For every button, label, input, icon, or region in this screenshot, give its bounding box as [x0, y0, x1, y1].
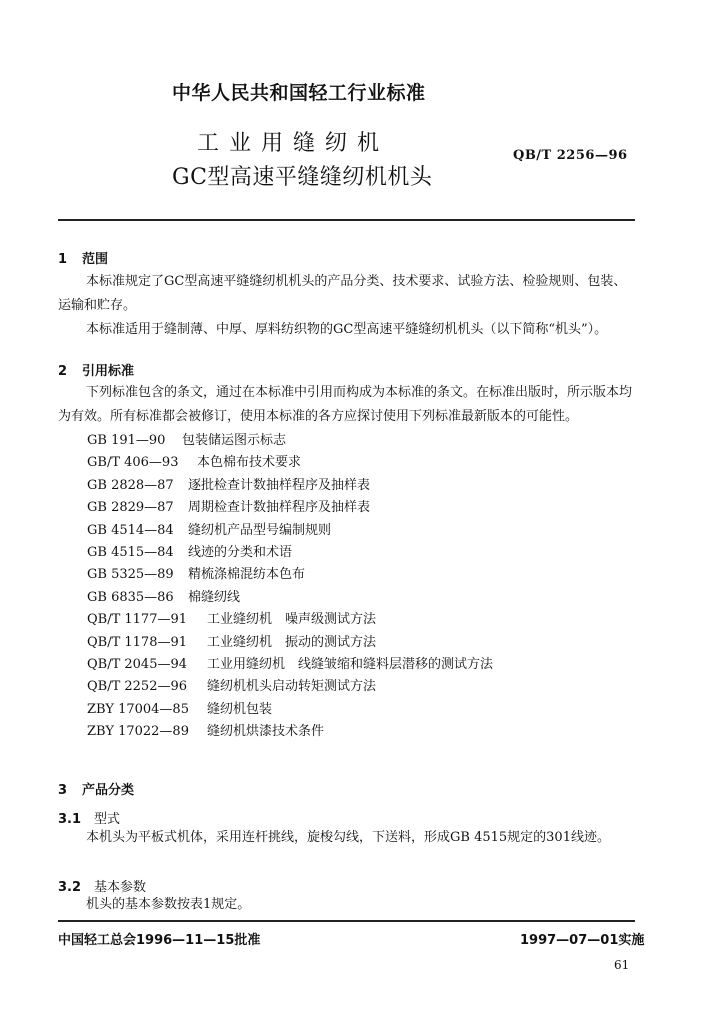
reference-title: 本色棉布技术要求	[197, 455, 302, 471]
reference-code: GB 191—90	[87, 433, 166, 448]
reference-code: QB/T 2045—94	[87, 656, 188, 672]
reference-code: GB 6835—86	[87, 589, 174, 605]
reference-item	[87, 721, 493, 743]
reference-item	[87, 699, 493, 721]
reference-title: 缝纫机烘漆技术条件	[207, 724, 325, 740]
reference-code: GB 4515—84	[87, 544, 174, 560]
reference-item	[87, 654, 493, 676]
reference-title: 棉缝纫线	[188, 589, 241, 605]
issuing-org: 中华人民共和国轻工行业标准	[172, 82, 426, 104]
standard-code: QB/T 2256—96	[513, 148, 628, 163]
reference-title: 工业缝纫机 噪声级测试方法	[207, 612, 377, 628]
reference-code: GB 2829—87	[87, 500, 174, 516]
reference-code: GB/T 406—93	[87, 455, 179, 471]
paragraph: 本标准规定了GC型高速平缝缝纫机机头的产品分类、技术要求、试验方法、检验规则、包装、运输和贮存。	[58, 274, 627, 313]
paragraph: 本机头为平板式机体，采用连杆挑线，旋梭勾线，下送料，形成GB 4515规定的301线迹。	[86, 830, 610, 845]
reference-item	[87, 520, 493, 542]
section-heading-1: 1 范围	[58, 252, 109, 267]
reference-title: 包装储运图示标志	[182, 433, 287, 448]
reference-item	[87, 587, 493, 609]
reference-list	[87, 430, 493, 743]
page-number: 61	[614, 958, 630, 972]
reference-code: ZBY 17022—89	[87, 724, 189, 740]
reference-item	[87, 475, 493, 497]
reference-title: 线迹的分类和术语	[188, 544, 293, 560]
reference-title: 逐批检查计数抽样程序及抽样表	[188, 477, 371, 493]
reference-code: GB 5325—89	[87, 567, 174, 583]
header-rule	[58, 219, 635, 221]
reference-item	[87, 542, 493, 564]
paragraph: 本标准适用于缝制薄、中厚、厚料纺织物的GC型高速平缝缝纫机机头（以下简称“机头”）。	[86, 322, 608, 337]
reference-item	[87, 497, 493, 519]
reference-title: 周期检查计数抽样程序及抽样表	[188, 500, 371, 516]
document-title-main: 工业用缝纫机	[197, 131, 390, 156]
reference-item	[87, 609, 493, 631]
reference-item	[87, 676, 493, 698]
reference-item	[87, 452, 493, 474]
reference-title: 缝纫机产品型号编制规则	[188, 522, 332, 538]
reference-code: GB 2828—87	[87, 477, 174, 493]
reference-code: QB/T 1178—91	[87, 634, 188, 650]
paragraph: 下列标准包含的条文，通过在本标准中引用而构成为本标准的条文。在标准出版时，所示版本均为有效。所有标准都会被修订，使用本标准的各方应探讨使用下列标准最新版本的可能性。	[58, 385, 633, 424]
reference-item	[87, 430, 493, 452]
approval-date: 中国轻工总会1996—11—15批准	[58, 933, 261, 948]
subsection-heading-3-2: 3.2 基本参数	[58, 880, 147, 895]
reference-title: 缝纫机包装	[207, 701, 273, 717]
paragraph: 机头的基本参数按表1规定。	[86, 897, 251, 912]
footer-rule	[58, 920, 635, 922]
reference-item	[87, 564, 493, 586]
effective-date: 1997—07—01实施	[520, 933, 645, 948]
document-title-sub: GC型高速平缝缝纫机机头	[172, 165, 433, 190]
subsection-heading-3-1: 3.1 型式	[58, 812, 121, 827]
reference-title: 工业用缝纫机 线缝皱缩和缝料层潜移的测试方法	[207, 656, 494, 672]
reference-title: 缝纫机机头启动转矩测试方法	[207, 679, 377, 695]
reference-item	[87, 632, 493, 654]
reference-code: QB/T 1177—91	[87, 612, 188, 628]
reference-title: 精梳涤棉混纺本色布	[188, 567, 306, 583]
reference-code: QB/T 2252—96	[87, 679, 188, 695]
section-heading-2: 2 引用标准	[58, 364, 135, 379]
reference-code: GB 4514—84	[87, 522, 174, 538]
section-heading-3: 3 产品分类	[58, 783, 135, 798]
reference-code: ZBY 17004—85	[87, 701, 189, 717]
reference-title: 工业缝纫机 振动的测试方法	[207, 634, 377, 650]
